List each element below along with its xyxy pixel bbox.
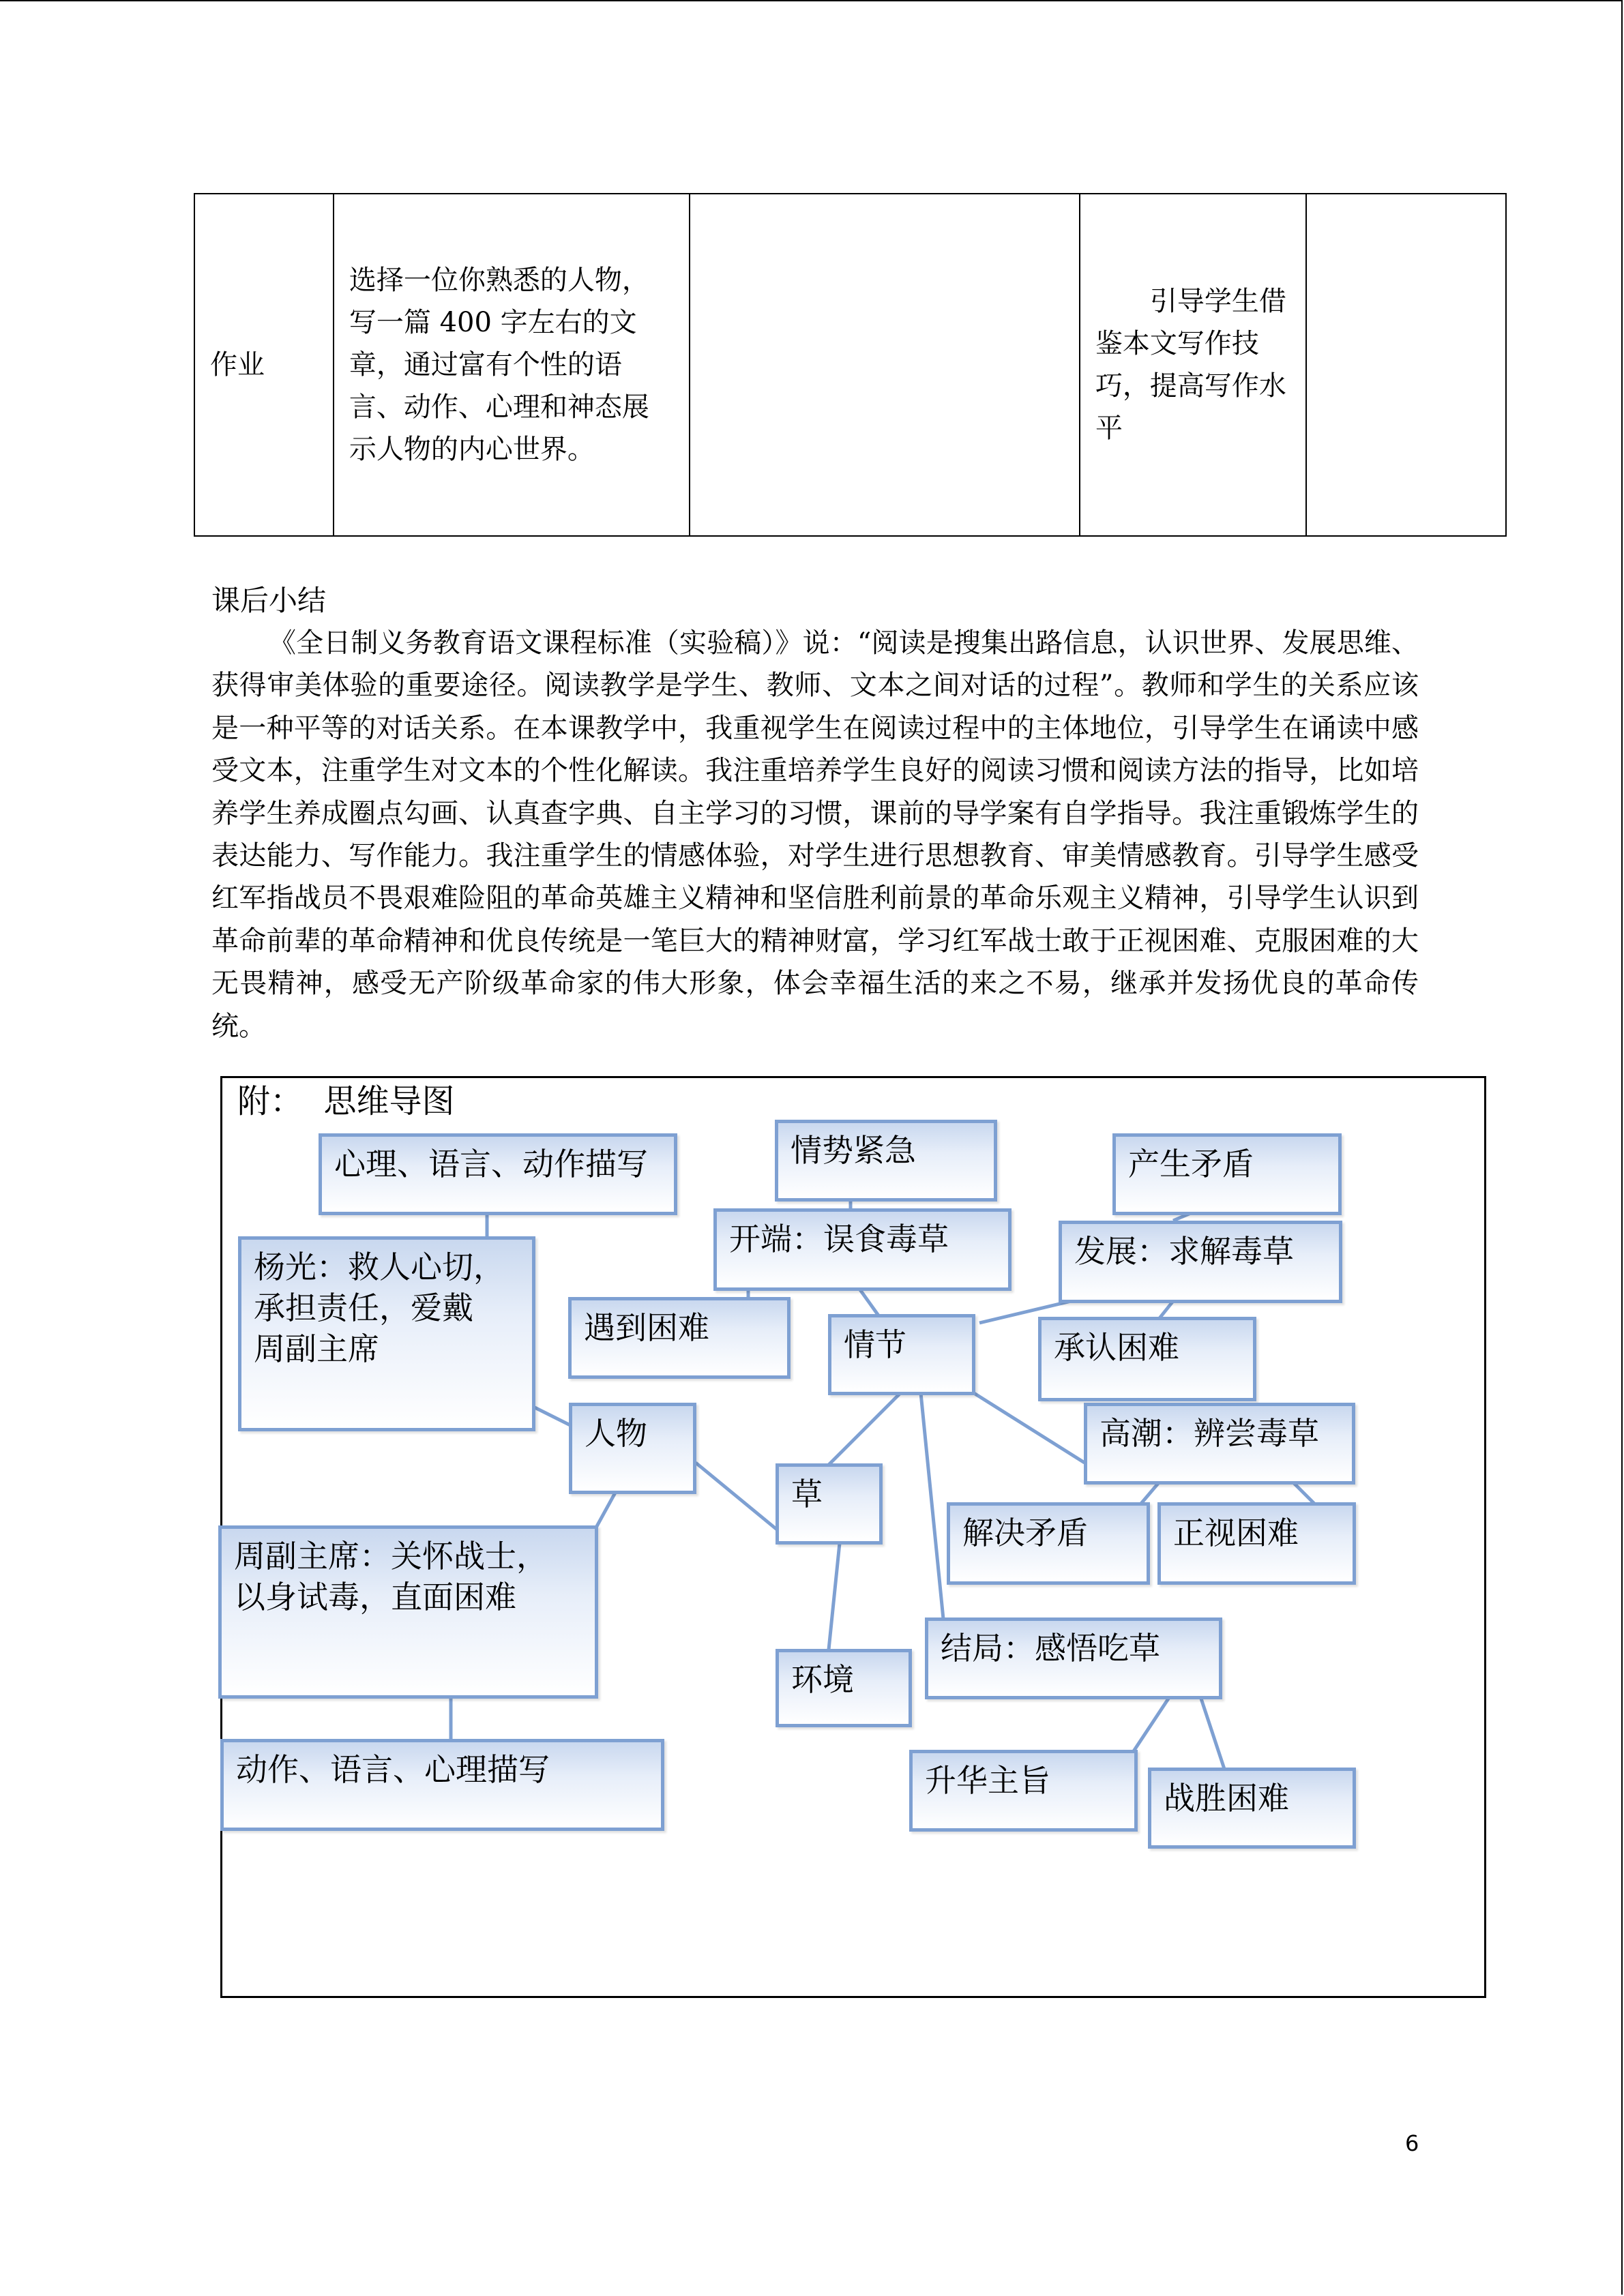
node-maodun: 产生矛盾 xyxy=(1112,1133,1342,1215)
node-cao: 草 xyxy=(776,1463,883,1545)
homework-line: 选择一位你熟悉的人物， xyxy=(349,265,649,296)
summary-body: 《全日制义务教育语文课程标准（实验稿）》说：“阅读是搜集出路信息，认识世界、发展思维、获得审美体验的重要途径。阅读教学是学生、教师、文本之间对话的过程”。教师和学生的关系应该是一种平等的对话关系。在本课教学中，我重视学生在阅读过程中的主体地位，引导学生在诵读中感受文本，注重学生对文本的个性化解读。我注重培养学生良好的阅读习惯和阅读方法的指导，比如培养学生养成圈点勾画、认真查字典、自主学习的习惯，课前的导学案有自学指导。我注重锻炼学生的表达能力、写作能力。我注重学生的情感体验，对学生进行思想教育、审美情感教育。引导学生感受红军指战员不畏艰难险阻的革命英雄主义精神和坚信胜利前景的革命乐观主义精神，引导学生认识到革命前辈的革命精神和优良传统是一笔巨大的精神财富，学习红军战士敢于正视困难、克服困难的大无畏精神，感受无产阶级革命家的伟大形象，体会幸福生活的来之不易，继承并发扬优良的革命传统。 xyxy=(211,627,1419,1042)
homework-table xyxy=(194,193,1507,537)
node-yangguang: 杨光：救人心切， 承担责任，爱戴 周副主席 xyxy=(238,1236,535,1431)
page-number: 6 xyxy=(1405,2130,1419,2156)
homework-line: 写一篇 400 字左右的文 xyxy=(349,307,637,338)
node-yudao: 遇到困难 xyxy=(568,1297,791,1379)
homework-line: 章，通过富有个性的语 xyxy=(349,349,622,381)
design-intent-cell xyxy=(1080,194,1306,536)
node-zhansheng: 战胜困难 xyxy=(1148,1768,1356,1849)
homework-label-cell xyxy=(194,194,334,536)
homework-label: 作业 xyxy=(210,349,265,381)
homework-line: 示人物的内心世界。 xyxy=(349,434,595,465)
empty-cell xyxy=(1306,194,1506,536)
table-row xyxy=(194,194,1506,536)
node-kaiduan: 开端：误食毒草 xyxy=(713,1208,1012,1291)
mindmap-title: 附： 思维导图 xyxy=(237,1082,455,1120)
node-qingshi: 情势紧急 xyxy=(775,1120,997,1202)
summary-title: 课后小结 xyxy=(211,584,327,617)
node-renwu: 人物 xyxy=(569,1403,696,1494)
node-huanjing: 环境 xyxy=(776,1649,912,1727)
node-desc1: 心理、语言、动作描写 xyxy=(319,1133,677,1215)
node-fazhan: 发展：求解毒草 xyxy=(1059,1221,1342,1303)
node-desc2: 动作、语言、心理描写 xyxy=(220,1739,664,1831)
node-zhengshi: 正视困难 xyxy=(1157,1502,1356,1585)
design-intent: 引导学生借鉴本文写作技巧，提高写作水平 xyxy=(1095,286,1286,444)
node-gaochao: 高潮：辨尝毒草 xyxy=(1084,1403,1355,1485)
node-zhou: 周副主席：关怀战士， 以身试毒，直面困难 xyxy=(218,1525,598,1699)
homework-content-cell xyxy=(334,194,690,536)
node-shenghua: 升华主旨 xyxy=(909,1750,1138,1832)
node-jieju: 结局：感悟吃草 xyxy=(925,1617,1222,1699)
homework-line: 言、动作、心理和神态展 xyxy=(349,391,649,423)
empty-cell xyxy=(690,194,1080,536)
node-chengren: 承认困难 xyxy=(1038,1317,1256,1401)
node-qingjie: 情节 xyxy=(828,1314,975,1395)
node-jiejue: 解决矛盾 xyxy=(947,1502,1150,1585)
